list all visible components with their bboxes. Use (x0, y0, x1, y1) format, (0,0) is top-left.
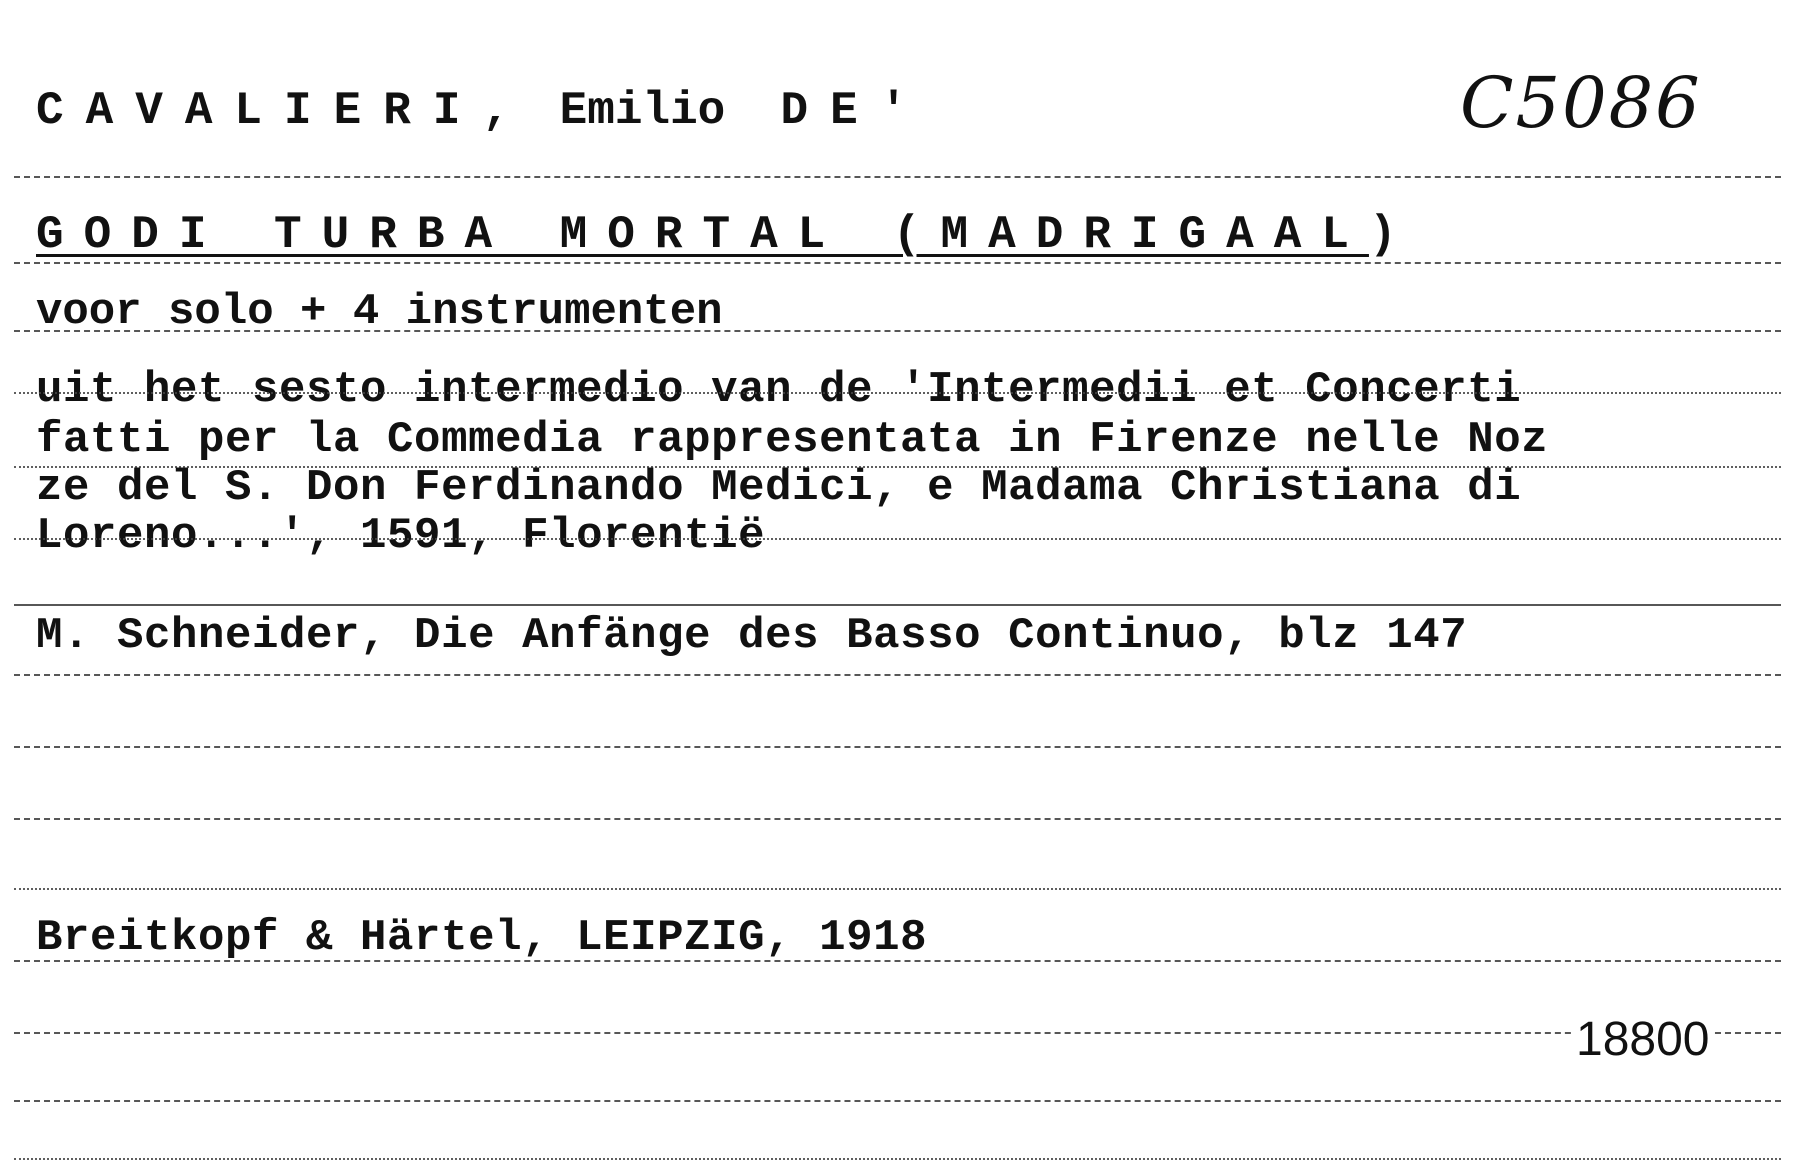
rule-line (14, 1158, 1781, 1160)
publisher-line: Breitkopf & Härtel, LEIPZIG, 1918 (36, 913, 928, 963)
rule-line (14, 1100, 1781, 1102)
rule-line (14, 604, 1781, 606)
rule-line (14, 330, 1781, 332)
work-title (36, 209, 1417, 261)
rule-line (14, 746, 1781, 748)
rule-line (14, 960, 1781, 962)
source-note-line: uit het sesto intermedio van de 'Intermedii et Concerti (36, 365, 1522, 415)
heading-author (36, 85, 930, 137)
rule-line (14, 888, 1781, 890)
source-note-line: Loreno...', 1591, Florentië (36, 511, 766, 561)
rule-line (14, 1032, 1781, 1034)
title-genre: MADRIGAAL (940, 209, 1369, 261)
rule-line (14, 674, 1781, 676)
rule-line (14, 262, 1781, 264)
accession-number: 18800 (1572, 1012, 1713, 1067)
bibliographic-reference: M. Schneider, Die Anfänge des Basso Continuo, blz 147 (36, 611, 1468, 661)
title-close: ) (1368, 209, 1417, 261)
source-note-line: ze del S. Don Ferdinando Medici, e Madama Christiana di (36, 463, 1522, 513)
rule-line (14, 392, 1781, 394)
instrumentation: voor solo + 4 instrumenten (36, 287, 723, 337)
rule-line (14, 818, 1781, 820)
heading-surname: CAVALIERI, (36, 85, 533, 137)
rule-line (14, 538, 1781, 540)
heading-given-name: Emilio (559, 85, 726, 137)
source-note-line: fatti per la Commedia rappresentata in Firenze nelle Noz (36, 415, 1549, 465)
catalog-number: C5086 (1460, 62, 1702, 144)
heading-particle: DE' (780, 85, 930, 137)
title-main: GODI TURBA MORTAL ( (36, 209, 941, 261)
rule-line (14, 176, 1781, 178)
